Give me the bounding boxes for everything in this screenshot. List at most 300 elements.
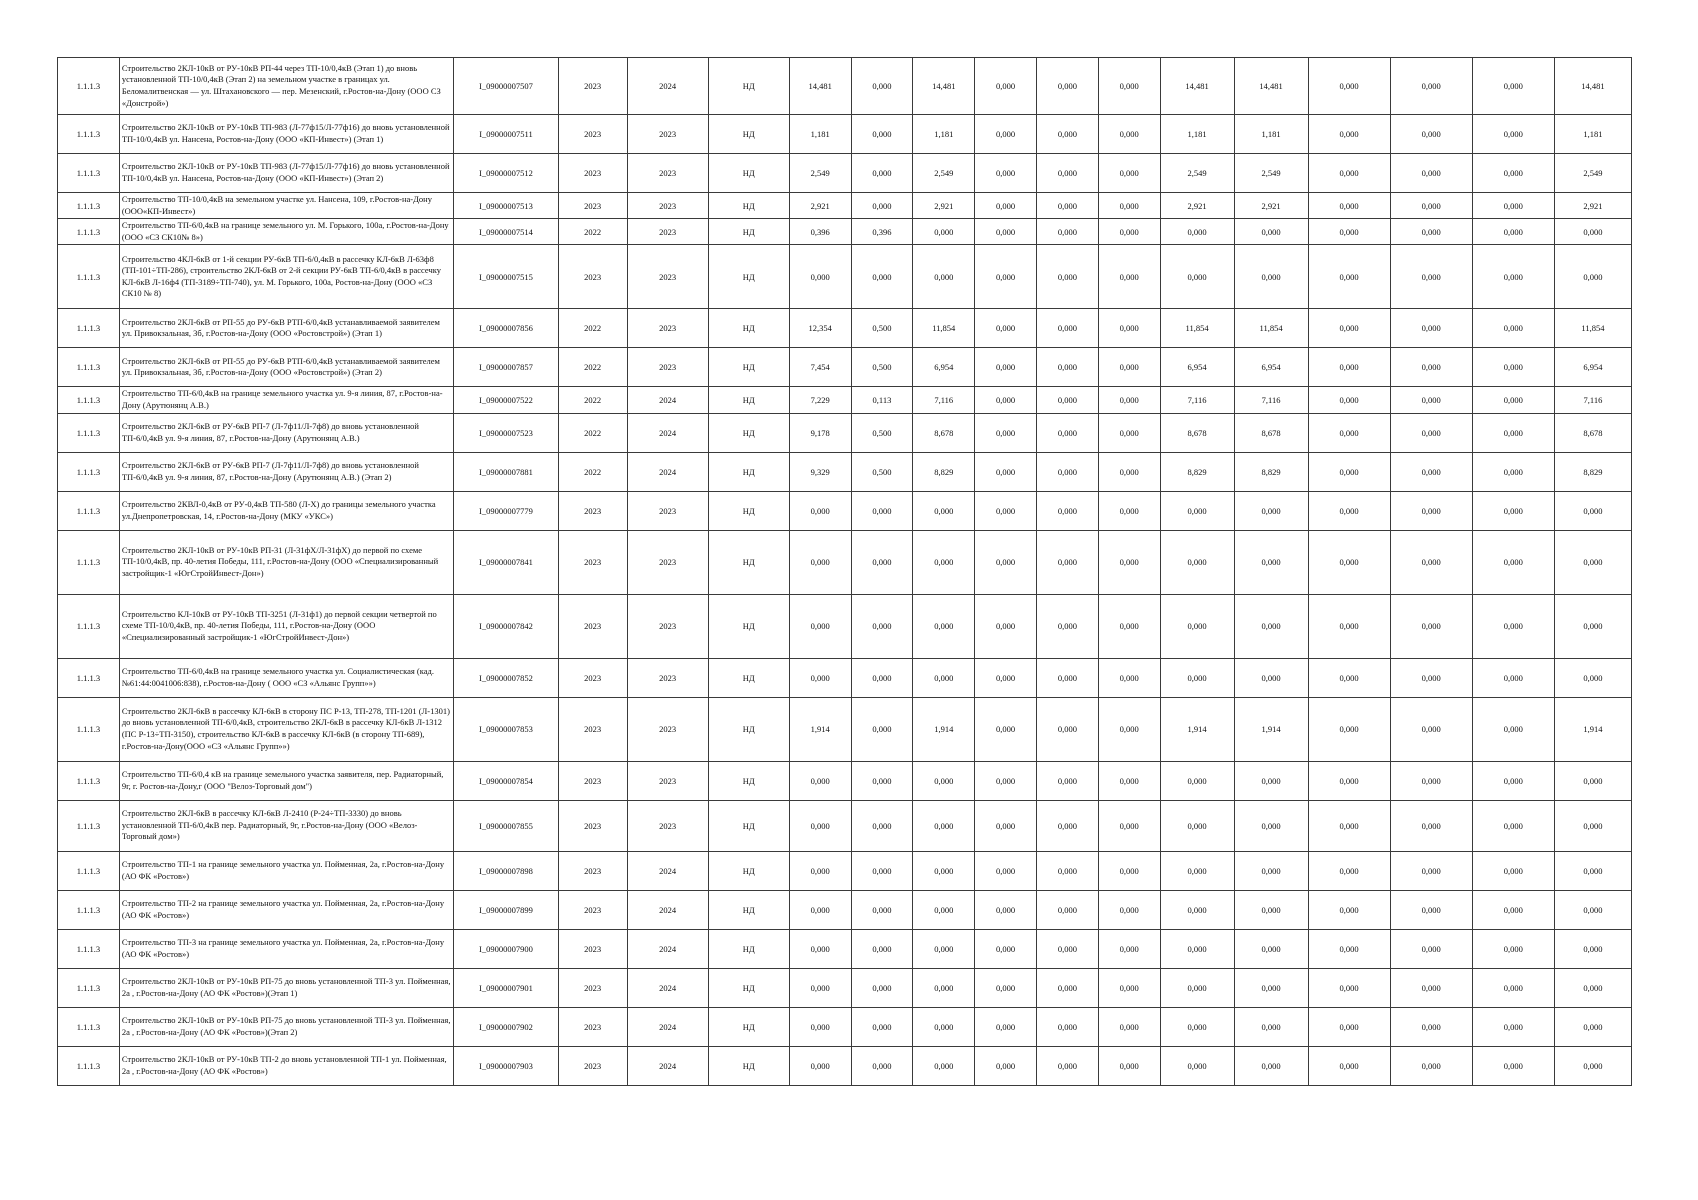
value-cell: 0,000 <box>851 697 913 761</box>
value-cell: 0,000 <box>1554 1007 1631 1046</box>
value-cell: 0,000 <box>975 219 1037 245</box>
item-number-cell: 1.1.1.3 <box>58 413 120 452</box>
table-row <box>58 491 1632 530</box>
value-cell: 0,000 <box>1472 58 1554 115</box>
item-number-cell: 1.1.1.3 <box>58 245 120 309</box>
value-cell: 0,000 <box>789 800 851 851</box>
value-cell: 8,829 <box>1160 452 1234 491</box>
end-year-cell: 2024 <box>627 929 708 968</box>
start-year-cell: 2023 <box>558 968 627 1007</box>
value-cell: 7,454 <box>789 348 851 387</box>
value-cell: 7,116 <box>1160 387 1234 413</box>
start-year-cell: 2022 <box>558 219 627 245</box>
project-code-cell: I_09000007899 <box>454 890 558 929</box>
value-cell: 0,000 <box>1472 800 1554 851</box>
value-cell: 6,954 <box>1234 348 1308 387</box>
item-number-cell: 1.1.1.3 <box>58 115 120 154</box>
value-cell: 2,549 <box>789 154 851 193</box>
value-cell: 0,000 <box>1308 115 1390 154</box>
value-cell: 0,500 <box>851 309 913 348</box>
value-cell: 8,829 <box>1554 452 1631 491</box>
value-cell: 8,678 <box>1234 413 1308 452</box>
value-cell: 0,000 <box>1308 800 1390 851</box>
value-cell: 0,000 <box>1098 309 1160 348</box>
project-description-cell: Строительство ТП-6/0,4 кВ на границе земельного участка заявителя, пер. Радиаторный, 9г, г. Ростов-на-Дону,г (ООО "Велоз-Торговый дом") <box>119 761 453 800</box>
end-year-cell: 2023 <box>627 658 708 697</box>
value-cell: 0,000 <box>975 115 1037 154</box>
value-cell: 0,000 <box>1234 530 1308 594</box>
project-code-cell: I_09000007902 <box>454 1007 558 1046</box>
project-description-cell: Строительство 2КЛ-6кВ в рассечку КЛ-6кВ Л-2410 (Р-24÷ТП-3330) до вновь установленной ТП-6/0,4кВ пер. Радиаторный, 9г, г.Ростов-на-Дону (ООО «Велоз-Торговый дом») <box>119 800 453 851</box>
value-cell: 0,000 <box>789 1046 851 1085</box>
project-description-cell: Строительство 2КЛ-10кВ от РУ-10кВ РП-75 до вновь установленной ТП-3 ул. Пойменная, 2а , г.Ростов-на-Дону (АО ФК «Ростов»)(Этап 2) <box>119 1007 453 1046</box>
project-code-cell: I_09000007842 <box>454 594 558 658</box>
value-cell: 0,000 <box>1308 890 1390 929</box>
value-cell: 0,500 <box>851 413 913 452</box>
item-number-cell: 1.1.1.3 <box>58 530 120 594</box>
value-cell: 0,000 <box>975 1007 1037 1046</box>
value-cell: 0,000 <box>975 594 1037 658</box>
value-cell: 6,954 <box>913 348 975 387</box>
value-cell: 0,000 <box>1390 309 1472 348</box>
value-cell: 0,000 <box>1390 193 1472 219</box>
project-description-cell: Строительство 2КЛ-6кВ от РУ-6кВ РП-7 (Л-7ф11/Л-7ф8) до вновь установленной ТП-6/0,4кВ ул. 9-я линия, 87, г.Ростов-на-Дону (Арутюнянц А.В.) (Этап 2) <box>119 452 453 491</box>
value-cell: 0,000 <box>1036 115 1098 154</box>
value-cell: 2,921 <box>1160 193 1234 219</box>
value-cell: 0,000 <box>1472 413 1554 452</box>
value-cell: 0,000 <box>913 800 975 851</box>
value-cell: 0,000 <box>1472 530 1554 594</box>
value-cell: 0,000 <box>975 452 1037 491</box>
value-cell: 0,000 <box>1390 387 1472 413</box>
project-code-cell: I_09000007523 <box>454 413 558 452</box>
value-cell: 0,000 <box>1472 115 1554 154</box>
end-year-cell: 2024 <box>627 452 708 491</box>
value-cell: 0,000 <box>975 890 1037 929</box>
status-cell: НД <box>708 968 789 1007</box>
end-year-cell: 2023 <box>627 193 708 219</box>
value-cell: 2,549 <box>1234 154 1308 193</box>
value-cell: 0,000 <box>975 348 1037 387</box>
value-cell: 0,000 <box>1036 968 1098 1007</box>
value-cell: 0,000 <box>1098 761 1160 800</box>
value-cell: 0,000 <box>975 761 1037 800</box>
value-cell: 0,000 <box>1160 1007 1234 1046</box>
value-cell: 0,000 <box>913 968 975 1007</box>
value-cell: 0,000 <box>789 929 851 968</box>
project-description-cell: Строительство ТП-6/0,4кВ на границе земельного участка ул. 9-я линия, 87, г.Ростов-на-Дону (Арутюнянц А.В.) <box>119 387 453 413</box>
start-year-cell: 2023 <box>558 929 627 968</box>
table-row <box>58 115 1632 154</box>
value-cell: 0,000 <box>1098 452 1160 491</box>
value-cell: 0,000 <box>975 154 1037 193</box>
table-row <box>58 1007 1632 1046</box>
table-row <box>58 219 1632 245</box>
value-cell: 11,854 <box>1234 309 1308 348</box>
end-year-cell: 2024 <box>627 890 708 929</box>
start-year-cell: 2023 <box>558 115 627 154</box>
value-cell: 8,678 <box>1554 413 1631 452</box>
value-cell: 0,000 <box>1234 968 1308 1007</box>
project-description-cell: Строительство КЛ-10кВ от РУ-10кВ ТП-3251 (Л-31ф1) до первой секции четвертой по схеме ТП-10/0,4кВ, пр. 40-летия Победы, 111, г.Ростов-на-Дону (ООО «Специализированный застройщик-1 «ЮгСтройИнвест-Дон») <box>119 594 453 658</box>
value-cell: 0,000 <box>913 594 975 658</box>
value-cell: 14,481 <box>1160 58 1234 115</box>
value-cell: 0,000 <box>1390 658 1472 697</box>
status-cell: НД <box>708 491 789 530</box>
project-code-cell: I_09000007513 <box>454 193 558 219</box>
status-cell: НД <box>708 115 789 154</box>
value-cell: 8,829 <box>913 452 975 491</box>
value-cell: 0,000 <box>1390 968 1472 1007</box>
table-row <box>58 154 1632 193</box>
item-number-cell: 1.1.1.3 <box>58 387 120 413</box>
value-cell: 14,481 <box>789 58 851 115</box>
value-cell: 0,000 <box>851 1046 913 1085</box>
item-number-cell: 1.1.1.3 <box>58 154 120 193</box>
value-cell: 7,116 <box>1234 387 1308 413</box>
value-cell: 0,000 <box>789 851 851 890</box>
value-cell: 11,854 <box>1554 309 1631 348</box>
value-cell: 0,000 <box>975 968 1037 1007</box>
status-cell: НД <box>708 413 789 452</box>
value-cell: 0,000 <box>1472 387 1554 413</box>
value-cell: 0,000 <box>1098 929 1160 968</box>
value-cell: 0,000 <box>1390 491 1472 530</box>
value-cell: 0,000 <box>1390 697 1472 761</box>
end-year-cell: 2023 <box>627 219 708 245</box>
value-cell: 0,000 <box>1234 890 1308 929</box>
project-description-cell: Строительство ТП-10/0,4кВ на земельном участке ул. Нансена, 109, г.Ростов-на-Дону (ООО«КП-Инвест») <box>119 193 453 219</box>
value-cell: 0,113 <box>851 387 913 413</box>
item-number-cell: 1.1.1.3 <box>58 761 120 800</box>
item-number-cell: 1.1.1.3 <box>58 58 120 115</box>
value-cell: 0,000 <box>1472 594 1554 658</box>
item-number-cell: 1.1.1.3 <box>58 1046 120 1085</box>
project-code-cell: I_09000007514 <box>454 219 558 245</box>
value-cell: 0,000 <box>851 890 913 929</box>
status-cell: НД <box>708 58 789 115</box>
value-cell: 0,000 <box>1308 697 1390 761</box>
value-cell: 0,000 <box>975 1046 1037 1085</box>
project-code-cell: I_09000007852 <box>454 658 558 697</box>
value-cell: 0,000 <box>789 491 851 530</box>
value-cell: 0,000 <box>1308 219 1390 245</box>
value-cell: 0,000 <box>975 413 1037 452</box>
value-cell: 2,921 <box>789 193 851 219</box>
value-cell: 0,000 <box>1472 929 1554 968</box>
project-description-cell: Строительство ТП-6/0,4кВ на границе земельного ул. М. Горького, 100а, г.Ростов-на-Дону (ООО «СЗ СК10№ 8») <box>119 219 453 245</box>
value-cell: 0,000 <box>1472 851 1554 890</box>
value-cell: 0,000 <box>1234 800 1308 851</box>
value-cell: 0,000 <box>1036 58 1098 115</box>
value-cell: 0,000 <box>1036 491 1098 530</box>
value-cell: 0,000 <box>1036 761 1098 800</box>
table-row <box>58 929 1632 968</box>
value-cell: 0,000 <box>1160 219 1234 245</box>
value-cell: 0,000 <box>1472 245 1554 309</box>
end-year-cell: 2024 <box>627 1046 708 1085</box>
value-cell: 1,914 <box>789 697 851 761</box>
value-cell: 0,000 <box>789 968 851 1007</box>
start-year-cell: 2023 <box>558 154 627 193</box>
value-cell: 0,000 <box>913 658 975 697</box>
value-cell: 0,000 <box>975 658 1037 697</box>
start-year-cell: 2023 <box>558 761 627 800</box>
table-row <box>58 761 1632 800</box>
value-cell: 0,000 <box>1036 387 1098 413</box>
value-cell: 0,000 <box>1160 530 1234 594</box>
table-row <box>58 348 1632 387</box>
value-cell: 2,921 <box>1554 193 1631 219</box>
value-cell: 1,914 <box>1554 697 1631 761</box>
status-cell: НД <box>708 1007 789 1046</box>
value-cell: 0,000 <box>913 761 975 800</box>
end-year-cell: 2024 <box>627 413 708 452</box>
value-cell: 0,000 <box>1036 890 1098 929</box>
start-year-cell: 2023 <box>558 245 627 309</box>
table-row <box>58 851 1632 890</box>
value-cell: 8,678 <box>913 413 975 452</box>
project-description-cell: Строительство 2КЛ-10кВ от РУ-10кВ РП-31 (Л-31фХ/Л-31фХ) до первой по схеме ТП-10/0,4кВ, пр. 40-летия Победы, 111, г.Ростов-на-Дону (ООО «Специализированный застройщик-1 «ЮгСтройИнвест-Дон») <box>119 530 453 594</box>
value-cell: 0,000 <box>851 245 913 309</box>
project-description-cell: Строительство ТП-6/0,4кВ на границе земельного участка ул. Социалистическая (кад.№61:44:0041006:838), г.Ростов-на-Дону ( ООО «СЗ «Альянс Групп»») <box>119 658 453 697</box>
end-year-cell: 2023 <box>627 530 708 594</box>
value-cell: 0,000 <box>1308 245 1390 309</box>
value-cell: 0,000 <box>975 193 1037 219</box>
project-description-cell: Строительство 2КЛ-10кВ от РУ-10кВ ТП-2 до вновь установленной ТП-1 ул. Пойменная, 2а , г.Ростов-на-Дону (АО ФК «Ростов») <box>119 1046 453 1085</box>
value-cell: 0,000 <box>1308 658 1390 697</box>
value-cell: 0,000 <box>975 530 1037 594</box>
value-cell: 0,000 <box>1098 890 1160 929</box>
value-cell: 0,000 <box>1036 245 1098 309</box>
value-cell: 0,000 <box>1554 658 1631 697</box>
value-cell: 0,000 <box>1390 1007 1472 1046</box>
value-cell: 0,000 <box>1098 219 1160 245</box>
project-description-cell: Строительство 2КЛ-10кВ от РУ-10кВ РП-75 до вновь установленной ТП-3 ул. Пойменная, 2а , г.Ростов-на-Дону (АО ФК «Ростов»)(Этап 1) <box>119 968 453 1007</box>
value-cell: 0,000 <box>913 245 975 309</box>
value-cell: 0,000 <box>789 594 851 658</box>
value-cell: 0,000 <box>789 890 851 929</box>
item-number-cell: 1.1.1.3 <box>58 193 120 219</box>
value-cell: 0,000 <box>1234 851 1308 890</box>
value-cell: 0,000 <box>1234 219 1308 245</box>
value-cell: 0,000 <box>1098 193 1160 219</box>
value-cell: 0,000 <box>1234 594 1308 658</box>
value-cell: 0,000 <box>1098 1046 1160 1085</box>
value-cell: 1,914 <box>1234 697 1308 761</box>
value-cell: 0,000 <box>789 530 851 594</box>
value-cell: 0,000 <box>1554 1046 1631 1085</box>
value-cell: 1,181 <box>1160 115 1234 154</box>
value-cell: 0,000 <box>1554 800 1631 851</box>
value-cell: 0,000 <box>1554 929 1631 968</box>
value-cell: 0,000 <box>851 800 913 851</box>
value-cell: 0,000 <box>1472 219 1554 245</box>
table-row <box>58 245 1632 309</box>
value-cell: 0,000 <box>1390 800 1472 851</box>
start-year-cell: 2023 <box>558 491 627 530</box>
value-cell: 8,678 <box>1160 413 1234 452</box>
value-cell: 0,000 <box>1308 309 1390 348</box>
value-cell: 0,000 <box>975 697 1037 761</box>
value-cell: 0,000 <box>851 491 913 530</box>
value-cell: 0,000 <box>1160 929 1234 968</box>
value-cell: 0,000 <box>1308 348 1390 387</box>
value-cell: 0,000 <box>1308 761 1390 800</box>
table-row <box>58 890 1632 929</box>
value-cell: 0,000 <box>1098 387 1160 413</box>
end-year-cell: 2024 <box>627 968 708 1007</box>
item-number-cell: 1.1.1.3 <box>58 309 120 348</box>
project-description-cell: Строительство 2КЛ-10кВ от РУ-10кВ РП-44 через ТП-10/0,4кВ (Этап 1) до вновь установленной ТП-10/0,4кВ (Этап 2) на земельном участке в границах ул. Беломалитвенская — ул. Штахановского — пер. Мезенский, г.Ростов-на-Дону (ООО СЗ «Донстрой») <box>119 58 453 115</box>
project-code-cell: I_09000007900 <box>454 929 558 968</box>
project-description-cell: Строительство ТП-3 на границе земельного участка ул. Пойменная, 2а, г.Ростов-на-Дону (АО ФК «Ростов») <box>119 929 453 968</box>
value-cell: 0,000 <box>1308 851 1390 890</box>
value-cell: 0,000 <box>1390 245 1472 309</box>
value-cell: 0,000 <box>1308 193 1390 219</box>
value-cell: 0,000 <box>1554 594 1631 658</box>
value-cell: 0,000 <box>1098 968 1160 1007</box>
value-cell: 0,000 <box>851 530 913 594</box>
value-cell: 0,000 <box>975 245 1037 309</box>
value-cell: 0,000 <box>1390 115 1472 154</box>
value-cell: 0,000 <box>1554 245 1631 309</box>
value-cell: 0,000 <box>1390 58 1472 115</box>
project-description-cell: Строительство 4КЛ-6кВ от 1-й секции РУ-6кВ ТП-6/0,4кВ в рассечку КЛ-6кВ Л-63ф8 (ТП-101÷ТП-286), строительство 2КЛ-6кВ от 2-й секции РУ-6кВ ТП-6/0,4кВ в рассечку КЛ-6кВ Л-16ф4 (ТП-3189÷ТП-740), ул. М. Горького, 100а, Ростов-на-Дону (ООО «СЗ СК10 № 8) <box>119 245 453 309</box>
project-code-cell: I_09000007856 <box>454 309 558 348</box>
value-cell: 7,229 <box>789 387 851 413</box>
value-cell: 0,000 <box>1308 491 1390 530</box>
item-number-cell: 1.1.1.3 <box>58 594 120 658</box>
value-cell: 0,000 <box>789 245 851 309</box>
value-cell: 0,396 <box>851 219 913 245</box>
value-cell: 0,000 <box>913 491 975 530</box>
item-number-cell: 1.1.1.3 <box>58 800 120 851</box>
start-year-cell: 2023 <box>558 530 627 594</box>
item-number-cell: 1.1.1.3 <box>58 452 120 491</box>
value-cell: 0,000 <box>975 387 1037 413</box>
investment-table <box>57 57 1632 1086</box>
value-cell: 0,000 <box>913 929 975 968</box>
value-cell: 0,000 <box>1390 1046 1472 1085</box>
value-cell: 0,000 <box>1234 491 1308 530</box>
value-cell: 0,000 <box>1390 761 1472 800</box>
value-cell: 0,000 <box>1308 154 1390 193</box>
value-cell: 0,396 <box>789 219 851 245</box>
value-cell: 0,000 <box>1390 890 1472 929</box>
value-cell: 0,000 <box>1472 154 1554 193</box>
value-cell: 0,000 <box>1472 1046 1554 1085</box>
project-description-cell: Строительство 2КЛ-6кВ от РП-55 до РУ-6кВ РТП-6/0,4кВ устанавливаемой заявителем ул. Привокзальная, 3б, г.Ростов-на-Дону (ООО «Ростовстрой») (Этап 2) <box>119 348 453 387</box>
value-cell: 0,000 <box>1390 348 1472 387</box>
project-description-cell: Строительство 2КЛ-6кВ от РУ-6кВ РП-7 (Л-7ф11/Л-7ф8) до вновь установленной ТП-6/0,4кВ ул. 9-я линия, 87, г.Ростов-на-Дону (Арутюнянц А.В.) <box>119 413 453 452</box>
value-cell: 0,000 <box>1036 154 1098 193</box>
value-cell: 0,000 <box>1390 154 1472 193</box>
start-year-cell: 2023 <box>558 697 627 761</box>
table-row <box>58 1046 1632 1085</box>
value-cell: 0,000 <box>1036 530 1098 594</box>
status-cell: НД <box>708 309 789 348</box>
value-cell: 0,000 <box>1160 491 1234 530</box>
start-year-cell: 2023 <box>558 193 627 219</box>
value-cell: 0,000 <box>1098 697 1160 761</box>
start-year-cell: 2022 <box>558 309 627 348</box>
status-cell: НД <box>708 219 789 245</box>
end-year-cell: 2023 <box>627 245 708 309</box>
value-cell: 11,854 <box>1160 309 1234 348</box>
project-code-cell: I_09000007855 <box>454 800 558 851</box>
value-cell: 1,181 <box>789 115 851 154</box>
value-cell: 0,000 <box>1160 245 1234 309</box>
end-year-cell: 2023 <box>627 115 708 154</box>
value-cell: 0,000 <box>1390 452 1472 491</box>
status-cell: НД <box>708 594 789 658</box>
status-cell: НД <box>708 193 789 219</box>
value-cell: 0,000 <box>1234 245 1308 309</box>
value-cell: 0,000 <box>1390 530 1472 594</box>
value-cell: 0,000 <box>1234 929 1308 968</box>
project-description-cell: Строительство 2КЛ-10кВ от РУ-10кВ ТП-983 (Л-77ф15/Л-77ф16) до вновь установленной ТП-10/0,4кВ ул. Нансена, Ростов-на-Дону (ООО «КП-Инвест») (Этап 2) <box>119 154 453 193</box>
value-cell: 0,000 <box>1036 452 1098 491</box>
value-cell: 14,481 <box>1554 58 1631 115</box>
start-year-cell: 2023 <box>558 58 627 115</box>
project-code-cell: I_09000007901 <box>454 968 558 1007</box>
table-row <box>58 58 1632 115</box>
value-cell: 0,000 <box>1036 800 1098 851</box>
value-cell: 0,000 <box>1098 115 1160 154</box>
value-cell: 0,000 <box>1308 594 1390 658</box>
value-cell: 0,000 <box>1554 491 1631 530</box>
item-number-cell: 1.1.1.3 <box>58 697 120 761</box>
table-row <box>58 387 1632 413</box>
value-cell: 0,000 <box>1098 413 1160 452</box>
value-cell: 0,000 <box>1036 413 1098 452</box>
value-cell: 0,000 <box>1160 968 1234 1007</box>
value-cell: 0,000 <box>975 491 1037 530</box>
value-cell: 0,000 <box>851 115 913 154</box>
project-code-cell: I_09000007779 <box>454 491 558 530</box>
value-cell: 2,549 <box>1554 154 1631 193</box>
value-cell: 0,000 <box>1554 530 1631 594</box>
start-year-cell: 2023 <box>558 658 627 697</box>
value-cell: 0,000 <box>851 154 913 193</box>
value-cell: 0,000 <box>851 968 913 1007</box>
value-cell: 0,000 <box>975 309 1037 348</box>
value-cell: 0,000 <box>1098 658 1160 697</box>
table-row <box>58 530 1632 594</box>
end-year-cell: 2024 <box>627 1007 708 1046</box>
end-year-cell: 2023 <box>627 348 708 387</box>
project-code-cell: I_09000007841 <box>454 530 558 594</box>
value-cell: 0,000 <box>913 219 975 245</box>
value-cell: 0,000 <box>1160 890 1234 929</box>
value-cell: 0,000 <box>1390 594 1472 658</box>
project-code-cell: I_09000007522 <box>454 387 558 413</box>
item-number-cell: 1.1.1.3 <box>58 968 120 1007</box>
status-cell: НД <box>708 658 789 697</box>
value-cell: 0,000 <box>1234 658 1308 697</box>
value-cell: 9,178 <box>789 413 851 452</box>
end-year-cell: 2024 <box>627 58 708 115</box>
status-cell: НД <box>708 697 789 761</box>
start-year-cell: 2023 <box>558 1007 627 1046</box>
value-cell: 0,000 <box>1036 929 1098 968</box>
value-cell: 2,549 <box>1160 154 1234 193</box>
end-year-cell: 2024 <box>627 851 708 890</box>
value-cell: 0,000 <box>1160 1046 1234 1085</box>
start-year-cell: 2023 <box>558 594 627 658</box>
value-cell: 0,000 <box>1098 348 1160 387</box>
